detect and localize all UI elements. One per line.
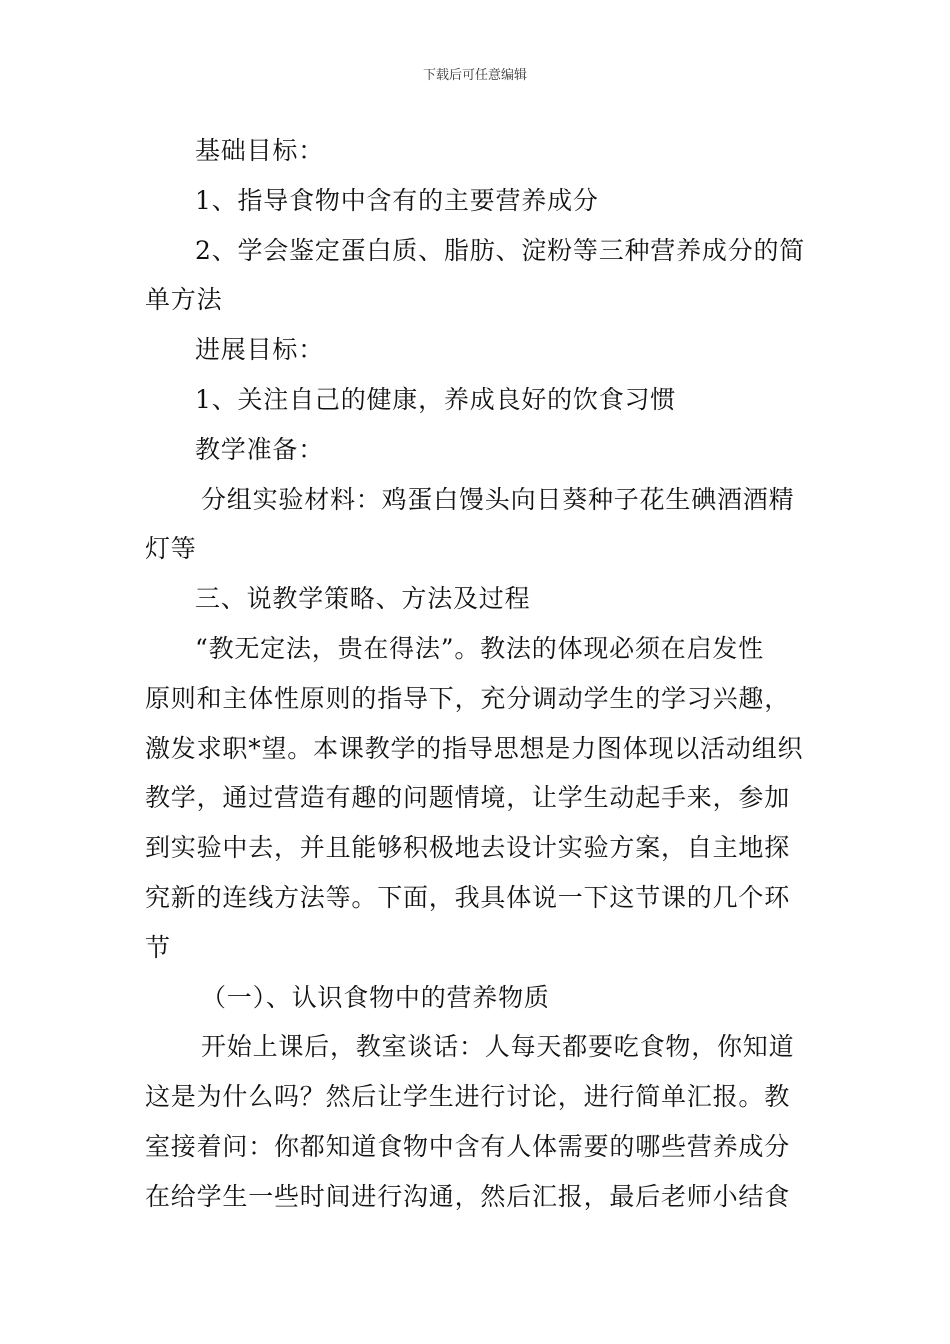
- paragraph-line: 室接着问：你都知道食物中含有人体需要的哪些营养成分: [145, 1131, 791, 1161]
- page-header-note: 下载后可任意编辑: [422, 68, 527, 83]
- paragraph-line: 教学，通过营造有趣的问题情境，让学生动起手来，参加: [145, 783, 791, 813]
- section-heading-teaching-prep: 教学准备：: [195, 434, 325, 464]
- paragraph-line: 激发求职*望。本课教学的指导思想是力图体现以活动组织: [145, 733, 804, 763]
- paragraph-line: “教无定法，贵在得法”。教法的体现必须在启发性: [195, 633, 764, 663]
- paragraph-line: 灯等: [145, 534, 197, 564]
- paragraph-line: 原则和主体性原则的指导下，充分调动学生的学习兴趣，: [145, 683, 791, 713]
- paragraph-line: 1、关注自己的健康，养成良好的饮食习惯: [195, 384, 677, 414]
- paragraph-line: 分组实验材料：鸡蛋白馒头向日葵种子花生碘酒酒精: [201, 484, 795, 514]
- section-heading-strategy: 三、说教学策略、方法及过程: [195, 584, 531, 614]
- paragraph-line: 节: [145, 932, 171, 962]
- paragraph-line: 单方法: [145, 285, 223, 315]
- section-heading-extended-goals: 进展目标：: [195, 335, 325, 365]
- paragraph-line: 在给学生一些时间进行沟通，然后汇报，最后老师小结食: [145, 1181, 791, 1211]
- paragraph-line: 1、指导食物中含有的主要营养成分: [195, 185, 599, 215]
- paragraph-line: 开始上课后，教室谈话：人每天都要吃食物，你知道: [201, 1032, 795, 1062]
- paragraph-line: 2、学会鉴定蛋白质、脂肪、淀粉等三种营养成分的简: [195, 235, 806, 265]
- paragraph-line: 究新的连线方法等。下面，我具体说一下这节课的几个环: [145, 882, 791, 912]
- document-body: [145, 126, 810, 1222]
- subsection-heading-nutrients: （一）、认识食物中的营养物质: [201, 982, 550, 1012]
- section-heading-basic-goals: 基础目标：: [195, 136, 325, 165]
- paragraph-line: 这是为什么吗？然后让学生进行讨论，进行简单汇报。教: [145, 1082, 791, 1112]
- paragraph-line: 到实验中去，并且能够积极地去设计实验方案，自主地探: [145, 833, 791, 863]
